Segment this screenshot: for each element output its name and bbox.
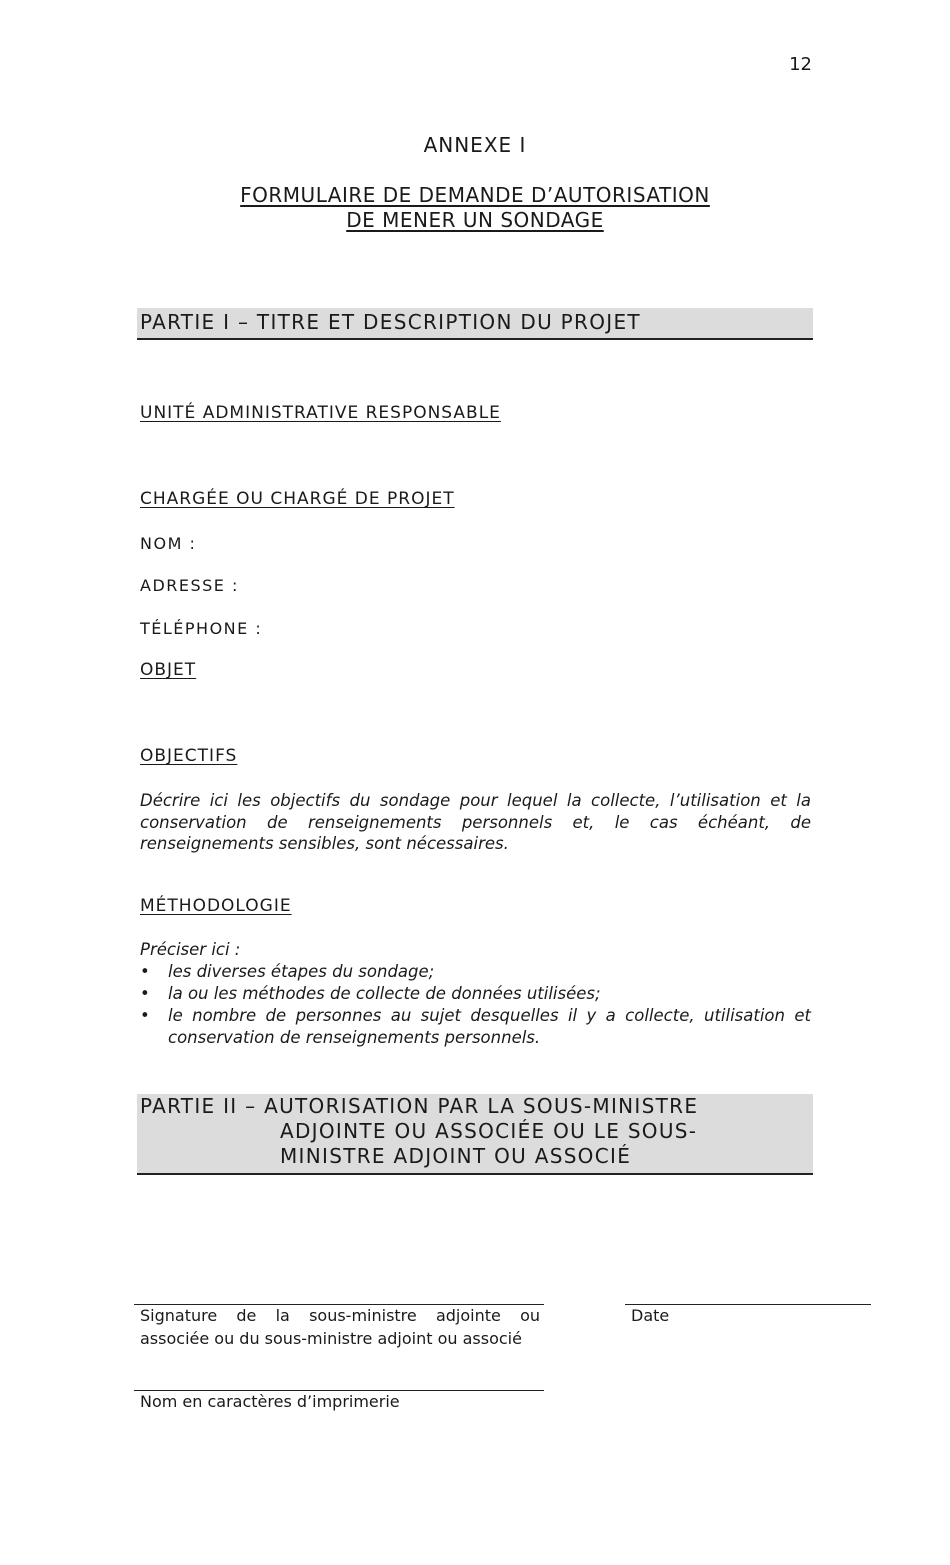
list-item bbox=[140, 961, 811, 983]
name-field-label: NOM : bbox=[140, 534, 197, 553]
list-item bbox=[140, 1005, 811, 1049]
bullet-icon: • bbox=[140, 1006, 150, 1025]
printed-name-label: Nom en caractères d’imprimerie bbox=[140, 1392, 400, 1411]
bullet-icon: • bbox=[140, 984, 150, 1003]
methodology-heading: MÉTHODOLOGIE bbox=[140, 896, 292, 916]
part2-title-line3: MINISTRE ADJOINT OU ASSOCIÉ bbox=[280, 1144, 632, 1168]
part1-header bbox=[137, 308, 813, 340]
date-label: Date bbox=[631, 1306, 670, 1325]
form-title bbox=[0, 183, 950, 233]
part1-title: PARTIE I – TITRE ET DESCRIPTION DU PROJET bbox=[140, 310, 641, 334]
unit-heading: UNITÉ ADMINISTRATIVE RESPONSABLE bbox=[140, 403, 501, 423]
signature-label: Signature de la sous-ministre adjointe ou associée ou du sous-ministre adjoint ou associé bbox=[140, 1306, 540, 1348]
form-title-line1: FORMULAIRE DE DEMANDE D’AUTORISATION bbox=[240, 183, 710, 207]
part2-title-line1: PARTIE II – AUTORISATION PAR LA SOUS-MINISTRE bbox=[140, 1094, 699, 1118]
list-item-text: le nombre de personnes au sujet desquelles il y a collecte, utilisation et conservation de renseignements personnels. bbox=[168, 1006, 811, 1047]
address-field-label: ADRESSE : bbox=[140, 576, 239, 595]
list-item bbox=[140, 983, 811, 1005]
bullet-icon: • bbox=[140, 962, 150, 981]
list-item-text: la ou les méthodes de collecte de données utilisées; bbox=[168, 984, 601, 1003]
page-number: 12 bbox=[789, 54, 812, 75]
objectives-text: Décrire ici les objectifs du sondage pour lequel la collecte, l’utilisation et la conservation de renseignements personnels et, le cas échéant, de renseignements sensibles, sont nécessaires. bbox=[140, 791, 811, 853]
annex-title: ANNEXE I bbox=[423, 133, 527, 157]
manager-heading: CHARGÉE OU CHARGÉ DE PROJET bbox=[140, 489, 455, 509]
methodology-intro: Préciser ici : bbox=[140, 940, 241, 959]
part2-header bbox=[137, 1094, 813, 1175]
form-title-line2: DE MENER UN SONDAGE bbox=[346, 208, 604, 232]
object-heading: OBJET bbox=[140, 660, 197, 680]
part2-title-line2: ADJOINTE OU ASSOCIÉE OU LE SOUS- bbox=[280, 1119, 698, 1143]
list-item-text: les diverses étapes du sondage; bbox=[168, 962, 435, 981]
phone-field-label: TÉLÉPHONE : bbox=[140, 619, 263, 638]
methodology-list bbox=[140, 961, 811, 1049]
objectives-heading: OBJECTIFS bbox=[140, 746, 238, 766]
